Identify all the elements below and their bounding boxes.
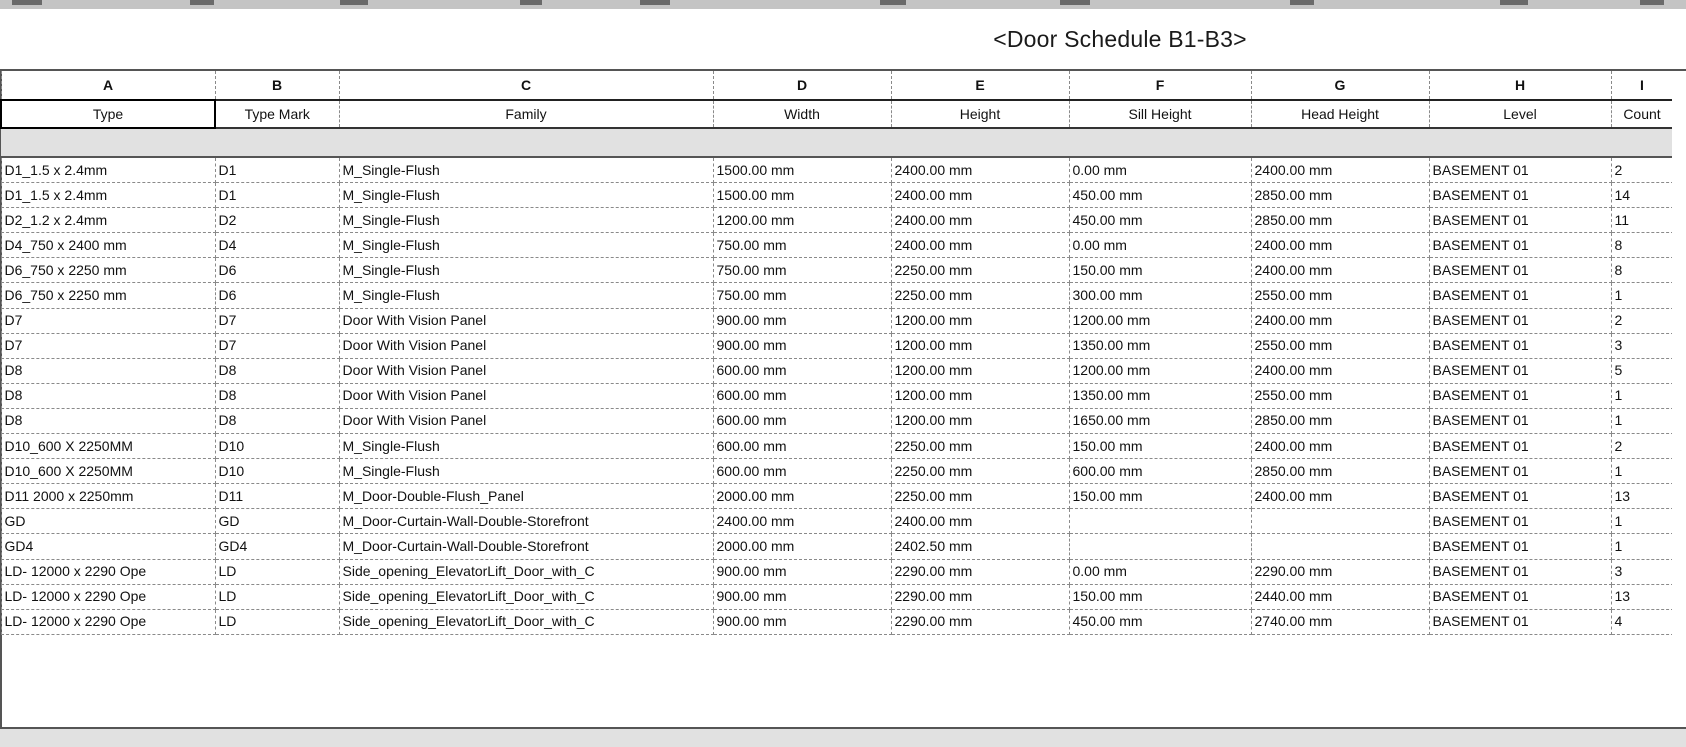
height-cell[interactable]: 2290.00 mm	[891, 559, 1069, 584]
type-mark-cell[interactable]: LD	[215, 584, 339, 609]
table-row[interactable]	[1, 183, 1673, 208]
count-cell[interactable]: 1	[1611, 383, 1673, 408]
sill-height-cell[interactable]: 1650.00 mm	[1069, 408, 1251, 433]
width-cell[interactable]: 750.00 mm	[713, 258, 891, 283]
height-cell[interactable]: 2290.00 mm	[891, 609, 1069, 634]
height-cell[interactable]: 2250.00 mm	[891, 484, 1069, 509]
width-cell[interactable]: 2400.00 mm	[713, 509, 891, 534]
type-cell[interactable]: D8	[1, 408, 215, 433]
toolbar-tick	[520, 0, 542, 5]
toolbar-tick	[1060, 0, 1090, 5]
table-row[interactable]	[1, 157, 1673, 183]
column-letter-row	[1, 71, 1673, 100]
sill-height-cell[interactable]	[1069, 509, 1251, 534]
table-row[interactable]	[1, 258, 1673, 283]
level-cell[interactable]: BASEMENT 01	[1429, 333, 1611, 358]
type-mark-cell[interactable]: D11	[215, 484, 339, 509]
count-cell[interactable]: 5	[1611, 358, 1673, 383]
head-height-cell[interactable]: 2850.00 mm	[1251, 183, 1429, 208]
family-cell[interactable]: M_Door-Curtain-Wall-Double-Storefront	[339, 509, 713, 534]
count-cell[interactable]: 3	[1611, 559, 1673, 584]
width-cell[interactable]: 2000.00 mm	[713, 534, 891, 559]
type-cell[interactable]: D8	[1, 383, 215, 408]
family-cell[interactable]: M_Single-Flush	[339, 283, 713, 308]
height-cell[interactable]: 1200.00 mm	[891, 358, 1069, 383]
count-cell[interactable]: 13	[1611, 584, 1673, 609]
table-row[interactable]	[1, 509, 1673, 534]
sill-height-cell[interactable]: 0.00 mm	[1069, 559, 1251, 584]
width-cell[interactable]: 750.00 mm	[713, 283, 891, 308]
family-cell[interactable]: M_Door-Curtain-Wall-Double-Storefront	[339, 534, 713, 559]
level-cell[interactable]: BASEMENT 01	[1429, 584, 1611, 609]
column-header-family[interactable]: Family	[339, 100, 713, 128]
width-cell[interactable]: 1200.00 mm	[713, 208, 891, 233]
family-cell[interactable]: Side_opening_ElevatorLift_Door_with_C	[339, 584, 713, 609]
table-row[interactable]	[1, 584, 1673, 609]
level-cell[interactable]: BASEMENT 01	[1429, 459, 1611, 484]
count-cell[interactable]: 1	[1611, 283, 1673, 308]
count-cell[interactable]: 2	[1611, 434, 1673, 459]
level-cell[interactable]: BASEMENT 01	[1429, 509, 1611, 534]
count-cell[interactable]: 4	[1611, 609, 1673, 634]
width-cell[interactable]: 900.00 mm	[713, 584, 891, 609]
table-row[interactable]	[1, 609, 1673, 634]
table-row[interactable]	[1, 559, 1673, 584]
table-row[interactable]	[1, 484, 1673, 509]
width-cell[interactable]: 900.00 mm	[713, 333, 891, 358]
type-cell[interactable]: D7	[1, 333, 215, 358]
type-mark-cell[interactable]: D1	[215, 157, 339, 183]
toolbar-tick	[1290, 0, 1314, 5]
column-letter[interactable]: C	[339, 71, 713, 100]
sill-height-cell[interactable]: 1200.00 mm	[1069, 308, 1251, 333]
group-header-row	[1, 128, 1673, 157]
height-cell[interactable]: 2250.00 mm	[891, 434, 1069, 459]
column-header-width[interactable]: Width	[713, 100, 891, 128]
toolbar-tick	[1640, 0, 1664, 5]
head-height-cell[interactable]: 2550.00 mm	[1251, 283, 1429, 308]
count-cell[interactable]: 1	[1611, 534, 1673, 559]
toolbar-tick	[640, 0, 670, 5]
level-cell[interactable]: BASEMENT 01	[1429, 408, 1611, 433]
family-cell[interactable]: M_Single-Flush	[339, 258, 713, 283]
level-cell[interactable]: BASEMENT 01	[1429, 258, 1611, 283]
width-cell[interactable]: 600.00 mm	[713, 383, 891, 408]
toolbar-tick	[880, 0, 906, 5]
group-header-cell	[1, 128, 1673, 157]
height-cell[interactable]: 2402.50 mm	[891, 534, 1069, 559]
type-mark-cell[interactable]: LD	[215, 609, 339, 634]
family-cell[interactable]: Door With Vision Panel	[339, 383, 713, 408]
toolbar-tick	[12, 0, 42, 5]
table-row[interactable]	[1, 208, 1673, 233]
table-row[interactable]	[1, 534, 1673, 559]
sill-height-cell[interactable]: 450.00 mm	[1069, 183, 1251, 208]
column-header-type-mark[interactable]: Type Mark	[215, 100, 339, 128]
head-height-cell[interactable]: 2400.00 mm	[1251, 358, 1429, 383]
height-cell[interactable]: 1200.00 mm	[891, 308, 1069, 333]
width-cell[interactable]: 900.00 mm	[713, 609, 891, 634]
sill-height-cell[interactable]: 300.00 mm	[1069, 283, 1251, 308]
head-height-cell[interactable]: 2400.00 mm	[1251, 157, 1429, 183]
table-row[interactable]	[1, 333, 1673, 358]
sill-height-cell[interactable]: 150.00 mm	[1069, 484, 1251, 509]
type-cell[interactable]: D1_1.5 x 2.4mm	[1, 157, 215, 183]
family-cell[interactable]: Door With Vision Panel	[339, 333, 713, 358]
type-cell[interactable]: D6_750 x 2250 mm	[1, 258, 215, 283]
width-cell[interactable]: 600.00 mm	[713, 358, 891, 383]
table-row[interactable]	[1, 408, 1673, 433]
family-cell[interactable]: M_Door-Double-Flush_Panel	[339, 484, 713, 509]
sill-height-cell[interactable]: 0.00 mm	[1069, 233, 1251, 258]
level-cell[interactable]: BASEMENT 01	[1429, 484, 1611, 509]
type-mark-cell[interactable]: GD4	[215, 534, 339, 559]
height-cell[interactable]: 2400.00 mm	[891, 208, 1069, 233]
column-letter[interactable]: B	[215, 71, 339, 100]
level-cell[interactable]: BASEMENT 01	[1429, 183, 1611, 208]
sill-height-cell[interactable]: 0.00 mm	[1069, 157, 1251, 183]
family-cell[interactable]: Door With Vision Panel	[339, 408, 713, 433]
column-letter[interactable]: H	[1429, 71, 1611, 100]
toolbar-tick	[190, 0, 214, 5]
width-cell[interactable]: 600.00 mm	[713, 459, 891, 484]
level-cell[interactable]: BASEMENT 01	[1429, 534, 1611, 559]
sill-height-cell[interactable]: 150.00 mm	[1069, 434, 1251, 459]
group-footer-row	[0, 727, 1686, 747]
door-schedule-table	[0, 71, 1674, 635]
column-letter[interactable]: A	[1, 71, 215, 100]
count-cell[interactable]: 3	[1611, 333, 1673, 358]
column-letter[interactable]: D	[713, 71, 891, 100]
width-cell[interactable]: 2000.00 mm	[713, 484, 891, 509]
type-mark-cell[interactable]: GD	[215, 509, 339, 534]
sill-height-cell[interactable]: 150.00 mm	[1069, 258, 1251, 283]
count-cell[interactable]: 2	[1611, 157, 1673, 183]
head-height-cell[interactable]: 2550.00 mm	[1251, 333, 1429, 358]
table-row[interactable]	[1, 459, 1673, 484]
count-cell[interactable]: 1	[1611, 509, 1673, 534]
type-mark-cell[interactable]: D1	[215, 183, 339, 208]
count-cell[interactable]: 2	[1611, 308, 1673, 333]
count-cell[interactable]: 8	[1611, 258, 1673, 283]
column-letter[interactable]: F	[1069, 71, 1251, 100]
type-cell[interactable]: D7	[1, 308, 215, 333]
type-mark-cell[interactable]: LD	[215, 559, 339, 584]
height-cell[interactable]: 1200.00 mm	[891, 383, 1069, 408]
type-mark-cell[interactable]: D6	[215, 258, 339, 283]
family-cell[interactable]: Side_opening_ElevatorLift_Door_with_C	[339, 559, 713, 584]
width-cell[interactable]: 900.00 mm	[713, 308, 891, 333]
level-cell[interactable]: BASEMENT 01	[1429, 283, 1611, 308]
count-cell[interactable]: 14	[1611, 183, 1673, 208]
head-height-cell[interactable]: 2290.00 mm	[1251, 559, 1429, 584]
table-row[interactable]	[1, 358, 1673, 383]
count-cell[interactable]: 11	[1611, 208, 1673, 233]
family-cell[interactable]: M_Single-Flush	[339, 233, 713, 258]
sill-height-cell[interactable]: 600.00 mm	[1069, 459, 1251, 484]
column-letter[interactable]: G	[1251, 71, 1429, 100]
type-mark-cell[interactable]: D8	[215, 383, 339, 408]
height-cell[interactable]: 1200.00 mm	[891, 408, 1069, 433]
type-mark-cell[interactable]: D2	[215, 208, 339, 233]
type-mark-cell[interactable]: D7	[215, 333, 339, 358]
level-cell[interactable]: BASEMENT 01	[1429, 383, 1611, 408]
head-height-cell[interactable]: 2850.00 mm	[1251, 459, 1429, 484]
head-height-cell[interactable]: 2400.00 mm	[1251, 434, 1429, 459]
level-cell[interactable]: BASEMENT 01	[1429, 434, 1611, 459]
table-row[interactable]	[1, 283, 1673, 308]
type-cell[interactable]: GD	[1, 509, 215, 534]
table-row[interactable]	[1, 233, 1673, 258]
sill-height-cell[interactable]: 450.00 mm	[1069, 609, 1251, 634]
sill-height-cell[interactable]: 450.00 mm	[1069, 208, 1251, 233]
column-header-sill-height[interactable]: Sill Height	[1069, 100, 1251, 128]
type-cell[interactable]: D2_1.2 x 2.4mm	[1, 208, 215, 233]
level-cell[interactable]: BASEMENT 01	[1429, 208, 1611, 233]
type-mark-cell[interactable]: D7	[215, 308, 339, 333]
width-cell[interactable]: 600.00 mm	[713, 434, 891, 459]
schedule-title-area	[0, 9, 1686, 71]
count-cell[interactable]: 1	[1611, 459, 1673, 484]
type-mark-cell[interactable]: D10	[215, 434, 339, 459]
type-mark-cell[interactable]: D8	[215, 408, 339, 433]
count-cell[interactable]: 13	[1611, 484, 1673, 509]
column-header-head-height[interactable]: Head Height	[1251, 100, 1429, 128]
family-cell[interactable]: Door With Vision Panel	[339, 358, 713, 383]
family-cell[interactable]: M_Single-Flush	[339, 208, 713, 233]
height-cell[interactable]: 2400.00 mm	[891, 233, 1069, 258]
type-cell[interactable]: LD- 12000 x 2290 Ope	[1, 609, 215, 634]
family-cell[interactable]: Side_opening_ElevatorLift_Door_with_C	[339, 609, 713, 634]
column-header-row	[1, 100, 1673, 128]
level-cell[interactable]: BASEMENT 01	[1429, 609, 1611, 634]
head-height-cell[interactable]: 2400.00 mm	[1251, 258, 1429, 283]
height-cell[interactable]: 2290.00 mm	[891, 584, 1069, 609]
head-height-cell[interactable]: 2440.00 mm	[1251, 584, 1429, 609]
width-cell[interactable]: 900.00 mm	[713, 559, 891, 584]
column-letter[interactable]: E	[891, 71, 1069, 100]
sill-height-cell[interactable]: 1350.00 mm	[1069, 383, 1251, 408]
type-cell[interactable]: D10_600 X 2250MM	[1, 459, 215, 484]
schedule-title: <Door Schedule B1-B3>	[993, 26, 1247, 52]
type-cell[interactable]: D11 2000 x 2250mm	[1, 484, 215, 509]
level-cell[interactable]: BASEMENT 01	[1429, 358, 1611, 383]
width-cell[interactable]: 750.00 mm	[713, 233, 891, 258]
toolbar-tick	[340, 0, 368, 5]
type-cell[interactable]: D10_600 X 2250MM	[1, 434, 215, 459]
column-header-type[interactable]: Type	[1, 100, 215, 128]
table-row[interactable]	[1, 434, 1673, 459]
column-header-level[interactable]: Level	[1429, 100, 1611, 128]
head-height-cell[interactable]: 2850.00 mm	[1251, 408, 1429, 433]
level-cell[interactable]: BASEMENT 01	[1429, 308, 1611, 333]
level-cell[interactable]: BASEMENT 01	[1429, 233, 1611, 258]
table-row[interactable]	[1, 383, 1673, 408]
width-cell[interactable]: 1500.00 mm	[713, 183, 891, 208]
height-cell[interactable]: 2400.00 mm	[891, 183, 1069, 208]
type-mark-cell[interactable]: D10	[215, 459, 339, 484]
height-cell[interactable]: 2400.00 mm	[891, 509, 1069, 534]
count-cell[interactable]: 8	[1611, 233, 1673, 258]
head-height-cell[interactable]: 2400.00 mm	[1251, 484, 1429, 509]
level-cell[interactable]: BASEMENT 01	[1429, 559, 1611, 584]
family-cell[interactable]: M_Single-Flush	[339, 434, 713, 459]
head-height-cell[interactable]: 2850.00 mm	[1251, 208, 1429, 233]
height-cell[interactable]: 1200.00 mm	[891, 333, 1069, 358]
type-cell[interactable]: D4_750 x 2400 mm	[1, 233, 215, 258]
family-cell[interactable]: M_Single-Flush	[339, 157, 713, 183]
type-mark-cell[interactable]: D8	[215, 358, 339, 383]
head-height-cell[interactable]	[1251, 509, 1429, 534]
table-row[interactable]	[1, 308, 1673, 333]
head-height-cell[interactable]: 2550.00 mm	[1251, 383, 1429, 408]
type-cell[interactable]: LD- 12000 x 2290 Ope	[1, 584, 215, 609]
height-cell[interactable]: 2250.00 mm	[891, 258, 1069, 283]
type-cell[interactable]: GD4	[1, 534, 215, 559]
head-height-cell[interactable]: 2740.00 mm	[1251, 609, 1429, 634]
type-cell[interactable]: D8	[1, 358, 215, 383]
family-cell[interactable]: M_Single-Flush	[339, 459, 713, 484]
type-mark-cell[interactable]: D4	[215, 233, 339, 258]
type-mark-cell[interactable]: D6	[215, 283, 339, 308]
type-cell[interactable]: D1_1.5 x 2.4mm	[1, 183, 215, 208]
count-cell[interactable]: 1	[1611, 408, 1673, 433]
width-cell[interactable]: 600.00 mm	[713, 408, 891, 433]
column-letter[interactable]: I	[1611, 71, 1673, 100]
level-cell[interactable]: BASEMENT 01	[1429, 157, 1611, 183]
column-header-count[interactable]: Count	[1611, 100, 1673, 128]
sill-height-cell[interactable]: 150.00 mm	[1069, 584, 1251, 609]
width-cell[interactable]: 1500.00 mm	[713, 157, 891, 183]
sill-height-cell[interactable]	[1069, 534, 1251, 559]
height-cell[interactable]: 2250.00 mm	[891, 459, 1069, 484]
head-height-cell[interactable]	[1251, 534, 1429, 559]
sill-height-cell[interactable]: 1200.00 mm	[1069, 358, 1251, 383]
head-height-cell[interactable]: 2400.00 mm	[1251, 308, 1429, 333]
head-height-cell[interactable]: 2400.00 mm	[1251, 233, 1429, 258]
top-toolbar-strip	[0, 0, 1686, 9]
type-cell[interactable]: LD- 12000 x 2290 Ope	[1, 559, 215, 584]
right-margin	[1672, 71, 1686, 727]
sill-height-cell[interactable]: 1350.00 mm	[1069, 333, 1251, 358]
family-cell[interactable]: M_Single-Flush	[339, 183, 713, 208]
height-cell[interactable]: 2250.00 mm	[891, 283, 1069, 308]
type-cell[interactable]: D6_750 x 2250 mm	[1, 283, 215, 308]
height-cell[interactable]: 2400.00 mm	[891, 157, 1069, 183]
toolbar-tick	[1500, 0, 1528, 5]
family-cell[interactable]: Door With Vision Panel	[339, 308, 713, 333]
column-header-height[interactable]: Height	[891, 100, 1069, 128]
